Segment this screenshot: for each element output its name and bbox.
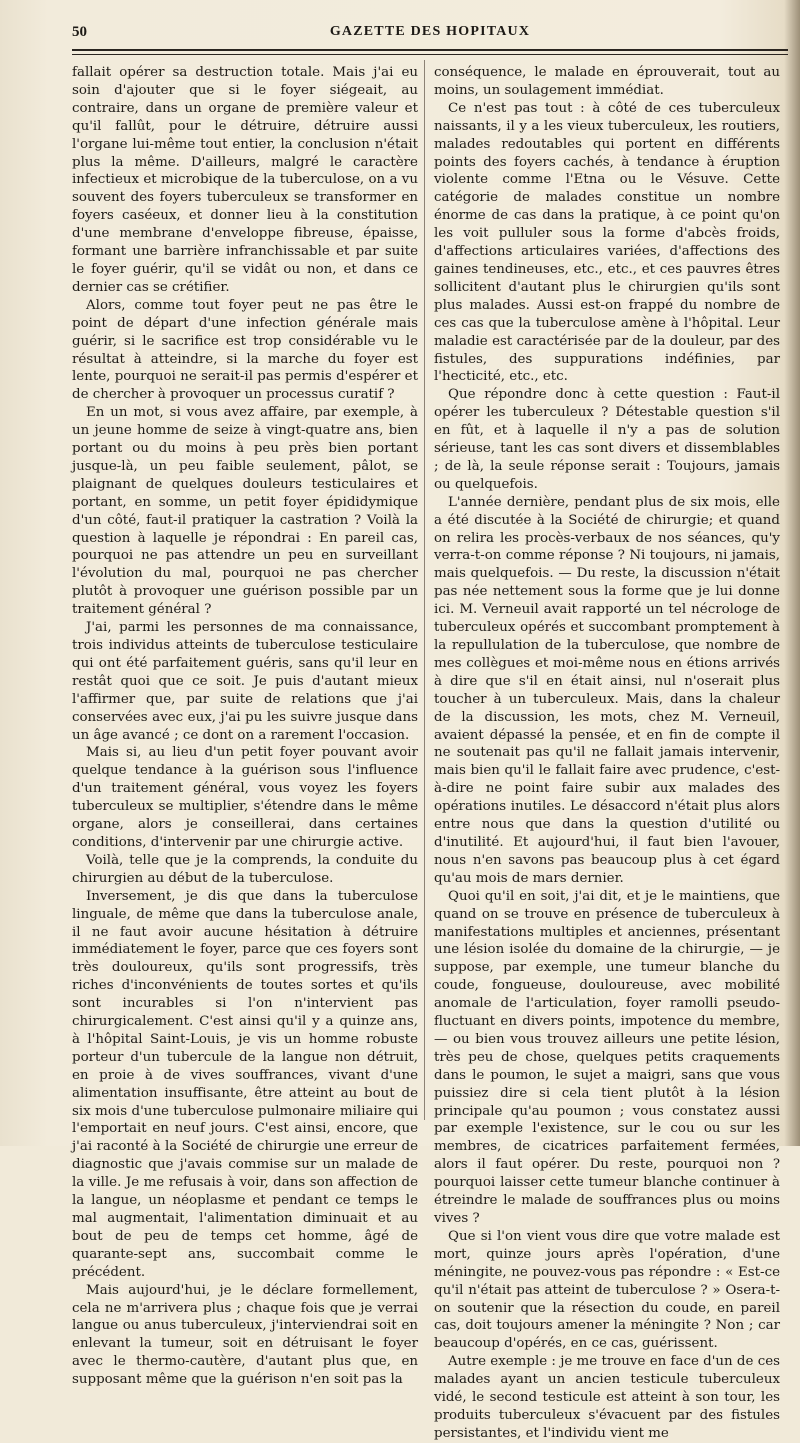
paragraph: fallait opérer sa destruction totale. Mais j'ai eu soin d'ajouter que si le foyer siégeait, au contraire, dans un organe de première valeur et qu'il fallût, pour le détruire, détruire aussi l'organe lui-même tout entier, la conclusion n'était plus la même. D'ailleurs, malgré le caractère infectieux et microbique de la tuberculose, on a vu souvent des foyers tuberculeux se transformer en foyers caséeux, et donner lieu à la constitution d'une membrane d'enveloppe fibreuse, épaisse, formant une barrière infranchissable et par suite le foyer guérir, qu'il se vidât ou non, et dans ce dernier cas se crétifier. bbox=[72, 65, 418, 295]
paragraph: J'ai, parmi les personnes de ma connaissance, trois individus atteints de tuberculose testiculaire qui ont été parfaitement guéris, sans qu'il leur en restât quoi que ce soit. Je puis d'autant mieux l'affirmer que, par suite de relations que j'ai conservées avec eux, j'ai pu les suivre jusque dans un âge avancé ; ce dont on a rarement l'occasion. bbox=[72, 620, 418, 743]
paragraph: Mais si, au lieu d'un petit foyer pouvant avoir quelque tendance à la guérison sous l'influence d'un traitement général, vous voyez les foyers tuberculeux se multiplier, s'étendre dans le même organe, alors je conseillerai, dans certaines conditions, d'intervenir par une chirurgie active. bbox=[72, 745, 418, 850]
paragraph: En un mot, si vous avez affaire, par exemple, à un jeune homme de seize à vingt-quatre ans, bien portant ou du moins à peu près bien portant jusque-là, un peu faible seulement, pâlot, se plaignant de quelques douleurs testiculaires et portant, en somme, un petit foyer épididymique d'un côté, faut-il pratiquer la castration ? Voilà la question à laquelle je répondrai : En pareil cas, pourquoi ne pas attendre un peu en surveillant l'évolution du mal, pourquoi ne pas chercher plutôt à provoquer une guérison possible par un traitement général ? bbox=[72, 405, 418, 618]
paragraph: conséquence, le malade en éprouverait, tout au moins, un soulagement immédiat. bbox=[434, 65, 780, 98]
paragraph: L'année dernière, pendant plus de six mois, elle a été discutée à la Société de chirurgie; et quand on relira les procès-verbaux de nos séances, qu'y verra-t-on comme réponse ? Ni toujours, ni jamais, mais quelquefois. — Du reste, la discussion n'était pas née nettement sous la forme que je lui donne ici. M. Verneuil avait rapporté un tel nécrologe de tuberculeux opérés et succombant promptement à la repullulation de la tuberculose, que nombre de mes collègues et moi-même nous en étions arrivés à dire que s'il en était ainsi, nul n'oserait plus toucher à un tuberculeux. Mais, dans la chaleur de la discussion, les mots, chez M. Verneuil, avaient dépassé la pensée, et en fin de compte il ne soutenait pas qu'il ne fallait jamais intervenir, mais bien qu'il le fallait faire avec prudence, c'est-à-dire ne point faire subir aux malades des opérations inutiles. Le désaccord n'était plus alors entre nous que dans la question d'utilité ou d'inutilité. Et aujourd'hui, il faut bien l'avouer, nous n'en savons pas beaucoup plus à cet égard qu'au mois de mars dernier. bbox=[434, 494, 780, 886]
paragraph: Autre exemple : je me trouve en face d'un de ces malades ayant un ancien testicule tuberculeux vidé, le second testicule est atteint à son tour, les produits tuberculeux s'évacuent par des fistules persistantes, et l'individu vient me bbox=[434, 1354, 780, 1441]
paragraph: Inversement, je dis que dans la tuberculose linguale, de même que dans la tuberculose anale, il ne faut avoir aucune hésitation à détruire immédiatement le foyer, parce que ces foyers sont très douloureux, qu'ils sont progressifs, très riches d'inconvénients de toutes sortes et qu'ils sont incurables si l'on n'intervient pas chirurgicalement. C'est ainsi qu'il y a quinze ans, à l'hôpital Saint-Louis, je vis un homme robuste porteur d'un tubercule de la langue non détruit, en proie à de vives souffrances, vivant d'une alimentation insuffisante, être atteint au bout de six mois d'une tuberculose pulmonaire miliaire qui l'emportait en neuf jours. C'est ainsi, encore, que j'ai raconté à la Société de chirurgie une erreur de diagnostic que j'avais commise sur un malade de la ville. Je me refusais à voir, dans son affection de la langue, un néoplasme et pendant ce temps le mal augmentait, l'alimentation diminuait et au bout de peu de temps cet homme, âgé de quarante-sept ans, succombait comme le précédent. bbox=[72, 888, 418, 1280]
paragraph: Alors, comme tout foyer peut ne pas être le point de départ d'une infection générale mais guérir, si le sacrifice est trop considérable vu le résultat à atteindre, si la marche du foyer est lente, pourquoi ne serait-il pas permis d'espérer et de chercher à provoquer un processus curatif ? bbox=[72, 297, 418, 403]
column-divider bbox=[424, 60, 425, 1120]
paragraph: Que répondre donc à cette question : Faut-il opérer les tuberculeux ? Détestable question s'il en fût, et à laquelle il n'y a pas de solution sérieuse, tant les cas sont divers et dissemblables ; de là, la seule réponse serait : Toujours, jamais ou quelquefois. bbox=[434, 387, 780, 492]
paragraph: Voilà, telle que je la comprends, la conduite du chirurgien au début de la tuberculose. bbox=[72, 852, 418, 886]
page-number: 50 bbox=[72, 24, 87, 40]
page-header bbox=[72, 14, 788, 48]
journal-title: GAZETTE DES HOPITAUX bbox=[329, 24, 531, 39]
header-rule-thin bbox=[72, 54, 788, 55]
paragraph: Quoi qu'il en soit, j'ai dit, et je le maintiens, que quand on se trouve en présence de tuberculeux à manifestations multiples et anciennes, présentant une lésion isolée du domaine de la chirurgie, — je suppose, par exemple, une tumeur blanche du coude, fongueuse, douloureuse, avec mobilité anomale de l'articulation, foyer ramolli pseudo-fluctuant en divers points, impotence du membre, — ou bien vous trouvez ailleurs une petite lésion, très peu de chose, quelques petits craquements dans le poumon, le sujet a maigri, sans que vous puissiez dire si cela tient plutôt à la lésion principale qu'au poumon ; vous constatez aussi par exemple l'existence, sur le cou ou sur les membres, de cicatrices parfaitement fermées, alors il faut opérer. Du reste, pourquoi non ? pourquoi laisser cette tumeur blanche continuer à étreindre le malade de souffrances plus ou moins vives ? bbox=[434, 888, 780, 1226]
header-rule-thick bbox=[72, 49, 788, 51]
paragraph: Ce n'est pas tout : à côté de ces tuberculeux naissants, il y a les vieux tuberculeux, les routiers, malades redoutables qui portent en différents points des foyers cachés, à tendance à éruption violente comme l'Etna ou le Vésuve. Cette catégorie de malades constitue un nombre énorme de cas dans la pratique, à ce point qu'on les voit pulluler sous la forme d'abcès froids, d'affections articulaires variées, d'affections des gaines tendineuses, etc., etc., et ces pauvres êtres sollicitent d'autant plus le chirurgien qu'ils sont plus malades. Aussi est-on frappé du nombre de ces cas que la tuberculose amène à l'hôpital. Leur maladie est caractérisée par de la douleur, par des fistules, des suppurations indéfinies, par l'hecticité, etc., etc. bbox=[434, 100, 780, 385]
left-column bbox=[72, 64, 418, 1389]
right-column bbox=[434, 64, 780, 1443]
paragraph: Mais aujourd'hui, je le déclare formellement, cela ne m'arrivera plus ; chaque fois que je verrai langue ou anus tuberculeux, j'interviendrai soit en enlevant la tumeur, soit en détruisant le foyer avec le thermo-cautère, d'autant plus que, en supposant même que la guérison n'en soit pas la bbox=[72, 1282, 418, 1388]
paragraph: Que si l'on vient vous dire que votre malade est mort, quinze jours après l'opération, d'une méningite, ne pouvez-vous pas répondre : « Est-ce qu'il n'était pas atteint de tuberculose ? » Osera-t-on soutenir que la résection du coude, en pareil cas, doit toujours amener la méningite ? Non ; car beaucoup d'opérés, en ce cas, guérissent. bbox=[434, 1228, 780, 1352]
